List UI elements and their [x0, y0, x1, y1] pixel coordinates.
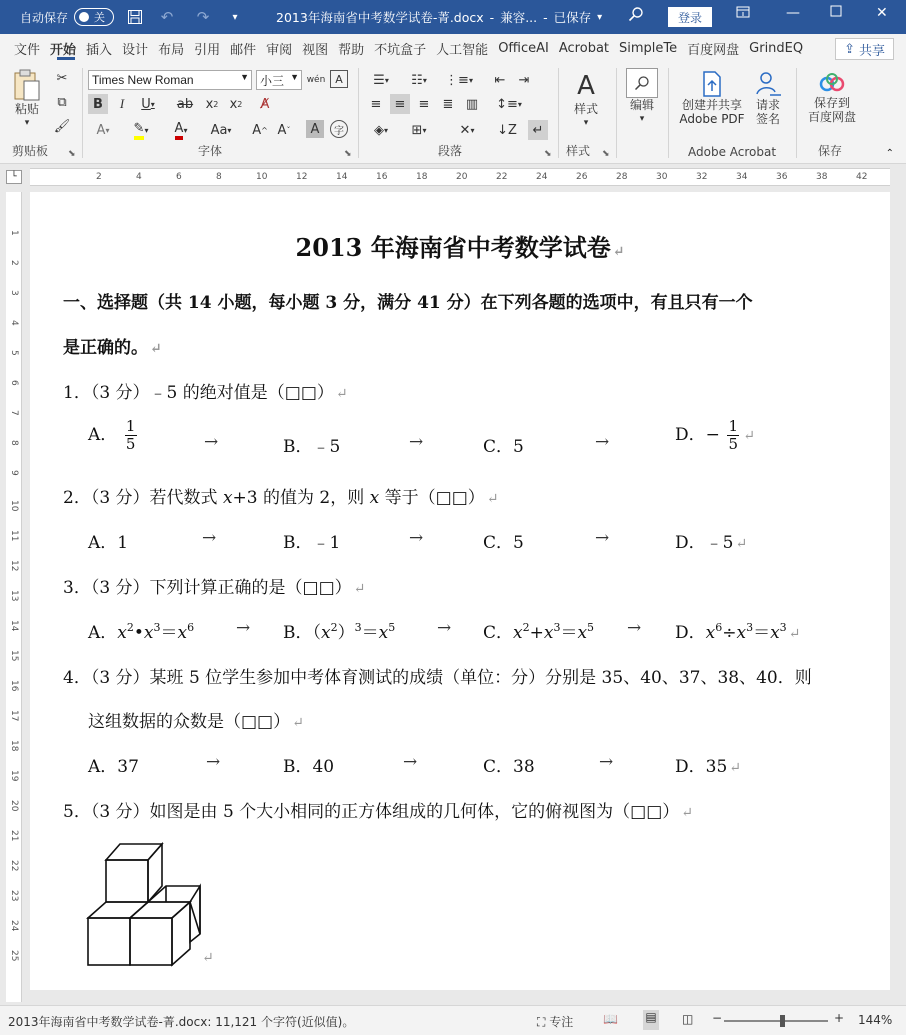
tab-arrow-icon: → — [202, 528, 217, 548]
tab-selector[interactable]: └ — [6, 170, 22, 184]
subscript-icon[interactable]: x 2 — [205, 96, 219, 112]
tab-arrow-icon: → — [409, 432, 424, 452]
focus-button[interactable] — [537, 1013, 573, 1030]
clipboard-group-label: 剪贴板 — [12, 144, 49, 158]
tab-0[interactable]: 文件 — [14, 42, 41, 58]
paragraph-mark-icon: ↵ — [202, 950, 214, 966]
tab-8[interactable]: 视图 — [302, 42, 329, 58]
text-effects-icon[interactable]: A ▾ — [96, 122, 110, 138]
tab-arrow-icon: → — [437, 618, 452, 638]
q2-pre: 2．（3 分）若代数式 — [63, 488, 223, 508]
collapse-ribbon-icon[interactable]: ⌃ — [885, 148, 894, 159]
tab-12[interactable]: OfficeAI — [498, 40, 549, 56]
ruler-v-label: 5 — [9, 350, 19, 356]
ruler-h-label: 42 — [856, 172, 868, 182]
divider — [558, 68, 559, 158]
paragraph-mark-icon: ↵ — [743, 428, 756, 444]
styles-button[interactable] — [568, 70, 604, 130]
chevron-down-icon: ▼ — [240, 72, 249, 82]
ruler-v-label: 21 — [9, 830, 19, 842]
chevron-down-icon: ▾ — [583, 118, 589, 128]
font-group-label: 字体 — [198, 144, 223, 158]
create-share-pdf-button[interactable] — [676, 70, 748, 126]
multilevel-list-icon[interactable]: ⋮≡ ▾ — [445, 72, 473, 88]
signature-icon — [754, 70, 782, 98]
underline-icon[interactable]: U ▾ — [141, 96, 155, 112]
paragraph-mark-icon: ↵ — [612, 244, 625, 260]
ruler-v-label: 17 — [9, 710, 19, 722]
font-name-value: Times New Roman — [92, 73, 194, 87]
styles-icon: A — [577, 71, 595, 101]
edit-label: 编辑 — [629, 98, 654, 112]
q1-option-b: B．﹣5 — [283, 437, 341, 457]
ruler-v-label: 18 — [9, 740, 19, 752]
q2-mid: +3 的值为 2，则 — [232, 488, 370, 508]
q3-option-c-label: C． — [483, 623, 514, 643]
q1-option-d-fraction — [727, 418, 739, 453]
save-to-baidu-button[interactable] — [806, 72, 858, 124]
ruler-v-label: 8 — [9, 440, 19, 446]
ribbon — [0, 62, 906, 164]
read-mode-icon[interactable]: 📖 — [603, 1012, 618, 1026]
tab-16[interactable]: GrindEQ — [749, 40, 804, 56]
paragraph-mark-icon: ↵ — [735, 536, 748, 552]
q3-option-b-label: B． — [283, 623, 313, 643]
ruler-h-label: 26 — [576, 172, 588, 182]
section-heading-line2 — [63, 333, 162, 358]
tab-arrow-icon: → — [595, 528, 610, 548]
grow-font-icon[interactable]: A ^ — [252, 122, 268, 138]
ruler-v-label: 23 — [9, 890, 19, 902]
chevron-down-icon: ▾ — [24, 118, 30, 128]
request-sign-line2: 签名 — [755, 112, 780, 126]
increase-indent-icon[interactable]: ⇥ — [518, 72, 530, 88]
tab-3[interactable]: 设计 — [122, 42, 149, 58]
tab-arrow-icon: → — [236, 618, 251, 638]
superscript-icon[interactable]: x 2 — [229, 96, 243, 112]
ruler-v-label: 25 — [9, 950, 19, 962]
maximize-icon[interactable] — [830, 5, 842, 21]
q1-option-a-label: A． — [88, 425, 118, 445]
question-5-text: 5．（3 分）如图是由 5 个大小相同的正方体组成的几何体，它的俯视图为（□□） — [63, 802, 680, 822]
ruler-v-label: 10 — [9, 500, 19, 512]
ruler-v-label: 14 — [9, 620, 19, 632]
tab-7[interactable]: 审阅 — [266, 42, 293, 58]
close-icon[interactable]: ✕ — [876, 5, 888, 21]
divider — [616, 68, 617, 158]
char-border-icon[interactable]: A — [330, 70, 348, 88]
q1-d-numerator: 1 — [728, 417, 739, 435]
save-status[interactable]: 已保存 — [553, 10, 592, 25]
q3-option-d: D．$x^6\div x^3=x^3$ ↵ — [675, 621, 801, 643]
ruler-h-label: 4 — [136, 172, 142, 182]
autosave-toggle[interactable] — [74, 8, 114, 26]
ruler-v-label: 12 — [9, 560, 19, 572]
section-heading-line1: 一、选择题（共 14 小题，每小题 3 分，满分 41 分）在下列各题的选项中，有且只有一个 — [63, 293, 753, 313]
chevron-down-icon: ▼ — [290, 72, 299, 82]
ruler-h-label: 36 — [776, 172, 788, 182]
q1-a-denominator: 5 — [125, 435, 136, 453]
tab-arrow-icon: → — [403, 752, 418, 772]
q4-option-d — [675, 752, 741, 777]
ruler-v-label: 15 — [9, 650, 19, 662]
request-sign-line1: 请求 — [755, 98, 780, 112]
search-icon — [626, 68, 658, 98]
q2-option-d — [675, 528, 747, 553]
ruler-h-label: 16 — [376, 172, 388, 182]
cut-icon[interactable]: ✂ — [56, 70, 68, 86]
ruler-h-label: 2 — [96, 172, 102, 182]
q3-option-b: B．$(x^2)^3=x^5$ — [283, 621, 396, 643]
tab-5[interactable]: 引用 — [194, 42, 221, 58]
document-page[interactable] — [30, 192, 890, 990]
web-layout-icon[interactable]: ◫ — [682, 1012, 694, 1026]
shrink-font-icon[interactable]: A ˇ — [277, 122, 291, 138]
pdf-icon — [699, 70, 725, 98]
font-launcher-icon[interactable]: ⬊ — [344, 149, 352, 159]
strikethrough-icon[interactable]: ab — [176, 96, 194, 112]
question-3 — [63, 573, 365, 598]
save-icon[interactable] — [124, 6, 146, 28]
share-label: 共享 — [858, 43, 885, 59]
chevron-down-icon: ▾ — [639, 114, 645, 124]
ruler-v-label: 9 — [9, 470, 19, 476]
title-dash2: - — [543, 9, 548, 25]
q1-option-d — [675, 418, 755, 453]
q2-option-c: C．5 — [483, 533, 524, 553]
question-4-line2-text: 这组数据的众数是（□□） — [88, 712, 291, 732]
create-pdf-line2: Adobe PDF — [679, 112, 745, 126]
tab-1[interactable]: 开始 — [45, 34, 81, 62]
align-left-icon[interactable]: ≡ — [370, 96, 382, 112]
distributed-icon[interactable]: ▥ — [465, 96, 479, 112]
autosave[interactable] — [20, 8, 114, 26]
q4-option-c: C．38 — [483, 757, 535, 777]
clipboard-icon — [12, 68, 42, 102]
clear-format-icon[interactable]: A̸ — [260, 96, 270, 112]
highlight-icon[interactable]: ✎ ▾ — [126, 120, 156, 140]
q3-option-a: A．$x^2•x^3=x^6$ — [88, 621, 195, 643]
ruler-h-label: 30 — [656, 172, 668, 182]
align-right-icon[interactable]: ≡ — [418, 96, 430, 112]
paragraph-mark-icon: ↵ — [292, 715, 304, 731]
ruler-v-label: 1 — [9, 230, 19, 236]
q4-option-b: B．40 — [283, 757, 335, 777]
doc-title — [30, 228, 890, 263]
search-icon[interactable] — [628, 6, 644, 26]
ruler-h-label: 28 — [616, 172, 628, 182]
numbering-icon[interactable]: ☷ ▾ — [411, 72, 427, 88]
edit-button[interactable] — [624, 68, 660, 126]
paragraph-mark-icon: ↵ — [486, 491, 499, 507]
customize-dropdown-icon[interactable]: ▾ — [232, 11, 238, 23]
ruler-h-label: 34 — [736, 172, 748, 182]
save-group-label: 保存 — [818, 144, 843, 158]
paste-button[interactable] — [12, 68, 42, 130]
q1-d-denominator: 5 — [728, 435, 739, 453]
redo-icon[interactable]: ↷ — [196, 8, 210, 26]
tab-15[interactable]: 百度网盘 — [687, 42, 740, 58]
q1-option-d-label: D．− — [675, 425, 720, 445]
q2-option-a: A．1 — [88, 533, 129, 553]
q2-option-b: B．﹣1 — [283, 533, 341, 553]
undo-icon[interactable]: ↶ — [160, 8, 174, 26]
chevron-down-icon[interactable]: ▾ — [597, 11, 603, 23]
share-button[interactable] — [835, 38, 894, 60]
change-case-icon[interactable]: Aa ▾ — [210, 122, 232, 138]
zoom-slider-track[interactable] — [724, 1020, 828, 1022]
decrease-indent-icon[interactable]: ⇤ — [494, 72, 506, 88]
tab-arrow-icon: → — [627, 618, 642, 638]
tab-9[interactable]: 帮助 — [338, 42, 365, 58]
question-1-text: 1．（3 分）﹣5 的绝对值是（□□） — [63, 383, 334, 403]
q4-option-a: A．37 — [88, 757, 139, 777]
tab-10[interactable]: 不坑盒子 — [374, 42, 427, 58]
ruler-h-label: 24 — [536, 172, 548, 182]
tab-arrow-icon: → — [206, 752, 221, 772]
doc-title-text: 2013 年海南省中考数学试卷 — [295, 233, 611, 262]
q2-option-d-text: D．﹣5 — [675, 533, 734, 553]
styles-launcher-icon[interactable]: ⬊ — [602, 149, 610, 159]
q2-post: 等于（□□） — [379, 488, 485, 508]
compat-mode: 兼容... — [500, 10, 538, 25]
ruler-h-label: 38 — [816, 172, 828, 182]
ruler-v-label: 3 — [9, 290, 19, 296]
question-5 — [63, 797, 693, 822]
paste-label: 粘贴 — [14, 102, 39, 116]
justify-icon[interactable]: ≣ — [442, 96, 454, 112]
paragraph-launcher-icon[interactable]: ⬊ — [544, 149, 552, 159]
ribbon-tabs — [0, 34, 906, 62]
q1-option-c: C．5 — [483, 437, 524, 457]
paragraph-mark-icon: ↵ — [335, 386, 348, 402]
phonetic-guide-icon[interactable]: wén — [306, 75, 326, 85]
ruler-v-label: 2 — [9, 260, 19, 266]
window-title — [276, 8, 602, 26]
acrobat-group-label: Adobe Acrobat — [688, 145, 777, 159]
zoom-slider-thumb[interactable] — [780, 1015, 785, 1027]
ruler-v-label: 20 — [9, 800, 19, 812]
borders-icon[interactable]: ⊞ ▾ — [411, 122, 427, 138]
tab-4[interactable]: 布局 — [158, 42, 185, 58]
q3-option-c: C．$x^2+x^3=x^5$ — [483, 621, 595, 643]
enclose-char-icon[interactable]: 字 — [330, 120, 348, 138]
sort-icon[interactable]: ↓Z — [497, 122, 517, 138]
print-layout-icon[interactable]: ▤ — [643, 1010, 659, 1030]
ruler-h-label: 32 — [696, 172, 708, 182]
ruler-v-label: 11 — [9, 530, 19, 542]
request-signature-button[interactable] — [752, 70, 784, 126]
ruler-h-label: 12 — [296, 172, 308, 182]
font-size-combo[interactable] — [256, 70, 302, 90]
divider — [796, 68, 797, 158]
ruler-v-label: 16 — [9, 680, 19, 692]
zoom-in-icon[interactable]: + — [834, 1011, 845, 1025]
tab-11[interactable]: 人工智能 — [436, 42, 489, 58]
document-name: 2013年海南省中考数学试卷-菁.docx — [276, 10, 484, 25]
paragraph-mark-icon: ↵ — [729, 760, 741, 776]
align-center-icon[interactable]: ≡ — [390, 94, 410, 114]
save-baidu-line1: 保存到 — [813, 96, 850, 110]
styles-label: 样式 — [573, 102, 598, 116]
bold-icon[interactable]: B — [88, 94, 108, 114]
ruler-h-label: 22 — [496, 172, 508, 182]
bullets-icon[interactable]: ☰ ▾ — [373, 72, 389, 88]
toggle-knob — [79, 12, 89, 22]
question-1 — [63, 378, 348, 403]
divider — [358, 68, 359, 158]
font-name-combo[interactable] — [88, 70, 252, 90]
tab-2[interactable]: 插入 — [86, 42, 113, 58]
ruler-v-label: 19 — [9, 770, 19, 782]
focus-label: 专注 — [549, 1015, 574, 1029]
tab-6[interactable]: 邮件 — [230, 42, 257, 58]
autosave-state: 关 — [94, 11, 106, 24]
q2-var-x: x — [222, 488, 233, 508]
zoom-level[interactable]: 144% — [858, 1013, 893, 1027]
paragraph-mark-icon: ↵ — [681, 805, 694, 821]
clipboard-launcher-icon[interactable]: ⬊ — [68, 149, 76, 159]
minimize-icon[interactable]: — — [786, 5, 800, 21]
ruler-v-label: 22 — [9, 860, 19, 872]
paragraph-mark-icon: ↵ — [353, 581, 366, 597]
q1-a-numerator: 1 — [125, 417, 136, 435]
login-button[interactable]: 登录 — [668, 7, 712, 27]
question-4-line2 — [88, 707, 304, 732]
tab-13[interactable]: Acrobat — [558, 40, 610, 56]
copy-icon[interactable]: ⧉ — [57, 94, 67, 110]
q2-var-x2: x — [369, 488, 380, 508]
q4-option-d-text: D．35 — [675, 757, 728, 777]
q1-option-a — [88, 418, 139, 453]
ruler-v-label: 13 — [9, 590, 19, 602]
tab-arrow-icon: → — [204, 432, 219, 452]
q1-option-a-fraction — [125, 418, 137, 453]
share-icon: ⇪ — [844, 41, 855, 57]
ruler-v-label: 7 — [9, 410, 19, 416]
paragraph-group-label: 段落 — [438, 144, 463, 158]
ruler-v-label: 24 — [9, 920, 19, 932]
show-marks-icon[interactable]: ↵ — [528, 120, 548, 140]
tab-arrow-icon: → — [595, 432, 610, 452]
tab-14[interactable]: SimpleTe — [619, 40, 678, 56]
ruler-h-label: 20 — [456, 172, 468, 182]
question-4-line1: 4．（3 分）某班 5 位学生参加中考体育测试的成绩（单位：分）分别是 35、40、37、38、40．则 — [63, 668, 812, 688]
title-bar — [0, 0, 906, 34]
question-2 — [63, 483, 499, 508]
chinese-layout-icon[interactable]: ✕ ▾ — [459, 122, 475, 138]
paragraph-mark-icon: ↵ — [788, 626, 801, 642]
focus-icon: ⛶ — [537, 1015, 546, 1029]
title-dash: - — [489, 9, 495, 25]
vertical-ruler[interactable] — [6, 192, 22, 1002]
ruler-h-label: 6 — [176, 172, 182, 182]
ruler-h-label: 18 — [416, 172, 428, 182]
paragraph-mark-icon: ↵ — [150, 341, 162, 357]
create-pdf-line1: 创建并共享 — [681, 98, 742, 112]
font-color-icon[interactable]: A ▾ — [166, 120, 196, 140]
status-bar — [0, 1005, 906, 1035]
tab-arrow-icon: → — [409, 528, 424, 548]
ruler-h-label: 14 — [336, 172, 348, 182]
line-spacing-icon[interactable]: ↕≡ ▾ — [496, 96, 522, 112]
format-painter-icon[interactable]: 🖌 — [53, 118, 71, 134]
autosave-label: 自动保存 — [20, 10, 69, 25]
save-baidu-line2: 百度网盘 — [807, 110, 856, 124]
q3-option-d-label: D． — [675, 623, 706, 643]
ruler-v-label: 4 — [9, 320, 19, 326]
font-size-value: 小三 — [260, 73, 285, 88]
question-3-text: 3．（3 分）下列计算正确的是（□□） — [63, 578, 352, 598]
ribbon-display-icon[interactable] — [736, 5, 750, 23]
ruler-h-label: 8 — [216, 172, 222, 182]
italic-icon[interactable]: I — [119, 96, 125, 111]
horizontal-ruler[interactable] — [30, 168, 890, 186]
q3-option-a-label: A． — [88, 623, 118, 643]
section-heading-text: 是正确的。 — [63, 338, 148, 358]
shading-icon[interactable]: ◈ ▾ — [373, 122, 388, 138]
tab-arrow-icon: → — [599, 752, 614, 772]
char-shading-icon[interactable]: A — [306, 120, 324, 138]
status-text: 2013年海南省中考数学试卷-菁.docx: 11,121 个字符(近似值)。 — [8, 1015, 355, 1029]
ruler-v-label: 6 — [9, 380, 19, 386]
zoom-out-icon[interactable]: − — [712, 1011, 723, 1025]
divider — [82, 68, 83, 158]
styles-group-label: 样式 — [566, 144, 591, 158]
divider — [668, 68, 669, 158]
baidu-cloud-icon — [818, 72, 846, 96]
ruler-h-label: 10 — [256, 172, 268, 182]
